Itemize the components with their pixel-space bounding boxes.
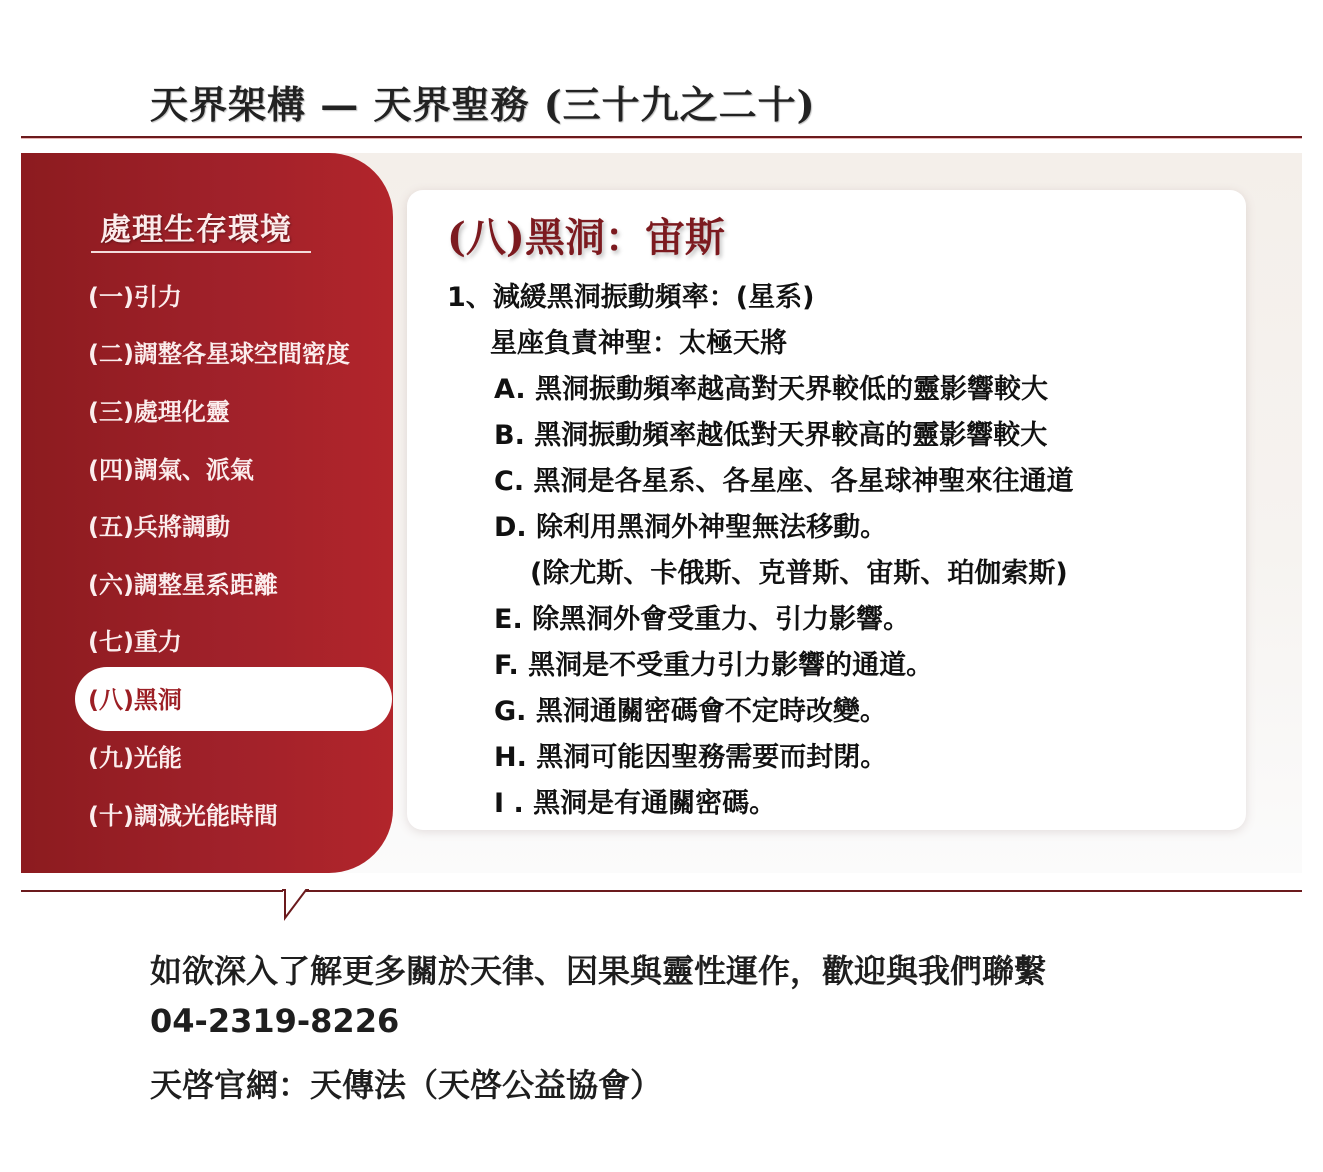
sidebar-item-galaxy-distance[interactable]: (六)調整星系距離 xyxy=(88,571,278,599)
footer-divider-right xyxy=(306,890,1302,892)
sidebar-item-gravity[interactable]: (七)重力 xyxy=(88,628,182,656)
content-title: (八)黑洞：宙斯 xyxy=(447,214,725,261)
page-title: 天界架構 — 天界聖務 (三十九之二十) xyxy=(150,82,816,127)
sidebar-item-light-energy[interactable]: (九)光能 xyxy=(88,744,182,772)
point-h: H. 黑洞可能因聖務需要而封閉。 xyxy=(494,742,888,773)
contact-website[interactable]: 天啓官網：天傳法（天啓公益協會） xyxy=(150,1066,663,1104)
responsible-deity: 星座負責神聖：太極天將 xyxy=(490,328,787,359)
point-d-exceptions: (除尤斯、卡俄斯、克普斯、宙斯、珀伽索斯) xyxy=(530,558,1068,589)
sidebar-item-spirit-transformation[interactable]: (三)處理化靈 xyxy=(88,398,230,426)
sidebar-heading: 處理生存環境 xyxy=(100,212,292,248)
section-heading: 1、減緩黑洞振動頻率：(星系) xyxy=(447,282,815,313)
point-g: G. 黑洞通關密碼會不定時改變。 xyxy=(494,696,887,727)
header-divider xyxy=(21,136,1302,138)
sidebar-item-reduce-light-time[interactable]: (十)調減光能時間 xyxy=(88,802,278,830)
point-a: A. 黑洞振動頻率越高對天界較低的靈影響較大 xyxy=(494,374,1049,405)
contact-phone[interactable]: 04-2319-8226 xyxy=(150,1002,400,1040)
sidebar-heading-underline xyxy=(91,251,311,253)
point-b: B. 黑洞振動頻率越低對天界較高的靈影響較大 xyxy=(494,420,1048,451)
point-e: E. 除黑洞外會受重力、引力影響。 xyxy=(494,604,911,635)
point-i: I . 黑洞是有通關密碼。 xyxy=(494,788,777,819)
point-d: D. 除利用黑洞外神聖無法移動。 xyxy=(494,512,888,543)
contact-invitation: 如欲深入了解更多關於天律、因果與靈性運作，歡迎與我們聯繫 xyxy=(150,952,1047,990)
sidebar-item-gravitation[interactable]: (一)引力 xyxy=(88,283,182,311)
point-f: F. 黑洞是不受重力引力影響的通道。 xyxy=(494,650,934,681)
sidebar-item-troop-deployment[interactable]: (五)兵將調動 xyxy=(88,513,230,541)
sidebar-item-planet-density[interactable]: (二)調整各星球空間密度 xyxy=(88,340,350,368)
footer-divider-left xyxy=(21,890,283,892)
sidebar-item-black-hole[interactable]: (八)黑洞 xyxy=(88,686,182,714)
point-c: C. 黑洞是各星系、各星座、各星球神聖來往通道 xyxy=(494,466,1074,497)
sidebar-item-qi-dispatch[interactable]: (四)調氣、派氣 xyxy=(88,456,254,484)
speech-pointer-icon xyxy=(280,888,312,922)
